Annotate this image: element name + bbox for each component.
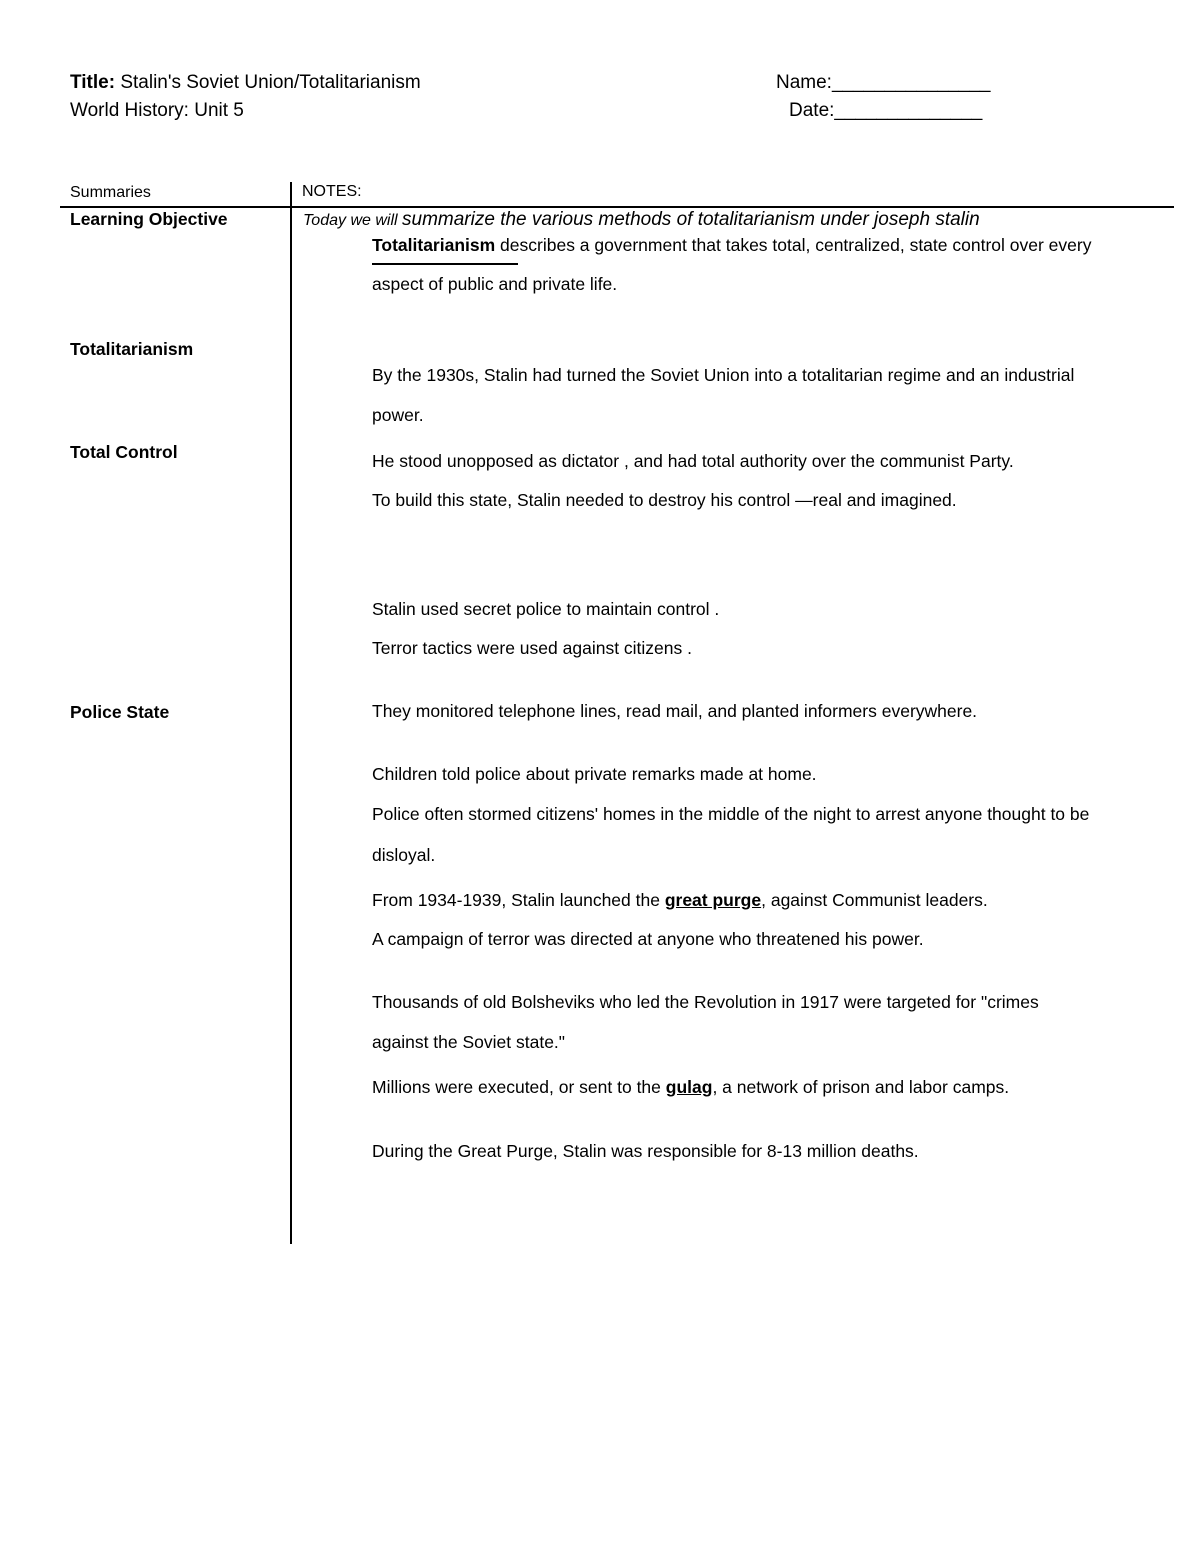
note-line: Thousands of old Bolsheviks who led the Revolution in 1917 were targeted for "crimes [372, 992, 1039, 1012]
note-text: , against Communist leaders. [761, 890, 988, 910]
definition-term: Totalitarianism [372, 235, 496, 255]
note-line: power. [372, 405, 424, 425]
definition-text: describes a government that takes total, centralized, state control over every [495, 235, 1092, 255]
note-line: Terror tactics were used against citizens . [372, 638, 692, 658]
note-line: disloyal. [372, 845, 436, 865]
note-line: They monitored telephone lines, read mail, and planted informers everywhere. [372, 701, 978, 721]
header-divider [60, 206, 1174, 208]
title-text: Stalin's Soviet Union/Totalitarianism [120, 72, 421, 93]
definition-line [372, 235, 1091, 256]
term-underline [372, 263, 518, 265]
note-line: During the Great Purge, Stalin was responsible for 8-13 million deaths. [372, 1141, 919, 1161]
note-line: By the 1930s, Stalin had turned the Soviet Union into a totalitarian regime and an industrial [372, 365, 1075, 385]
date-field[interactable]: Date:______________ [789, 100, 983, 121]
label-totalitarianism: Totalitarianism [70, 339, 194, 359]
term-great-purge: great purge [664, 890, 762, 910]
summaries-heading: Summaries [70, 184, 151, 201]
note-line: He stood unopposed as dictator , and had total authority over the communist Party. [372, 451, 1014, 471]
document-title [70, 72, 421, 94]
title-label: Title: [70, 72, 116, 93]
term-gulag: gulag [665, 1077, 713, 1097]
note-text: From 1934-1939, Stalin launched the [372, 890, 665, 910]
note-line: A campaign of terror was directed at anyone who threatened his power. [372, 929, 924, 949]
label-learning-objective: Learning Objective [70, 209, 228, 229]
note-line: Children told police about private remarks made at home. [372, 764, 817, 784]
note-text: , a network of prison and labor camps. [712, 1077, 1010, 1097]
definition-continued: aspect of public and private life. [372, 274, 618, 294]
note-line [372, 890, 988, 911]
column-divider [290, 182, 292, 1244]
note-line: To build this state, Stalin needed to destroy his control —real and imagined. [372, 490, 957, 510]
name-field[interactable]: Name:_______________ [776, 72, 991, 93]
note-line: against the Soviet state." [372, 1032, 565, 1052]
notes-heading: NOTES: [302, 183, 362, 200]
note-line [372, 1077, 1009, 1098]
note-text: Millions were executed, or sent to the [372, 1077, 666, 1097]
note-line: Police often stormed citizens' homes in the middle of the night to arrest anyone thought to be [372, 804, 1090, 824]
objective-line [303, 209, 980, 231]
note-line: Stalin used secret police to maintain control . [372, 599, 720, 619]
label-total-control: Total Control [70, 442, 178, 462]
objective-lead: Today we will [303, 212, 398, 229]
objective-text: summarize the various methods of totalitarianism under joseph stalin [402, 209, 980, 230]
course-subtitle: World History: Unit 5 [70, 100, 244, 121]
label-police-state: Police State [70, 702, 170, 722]
